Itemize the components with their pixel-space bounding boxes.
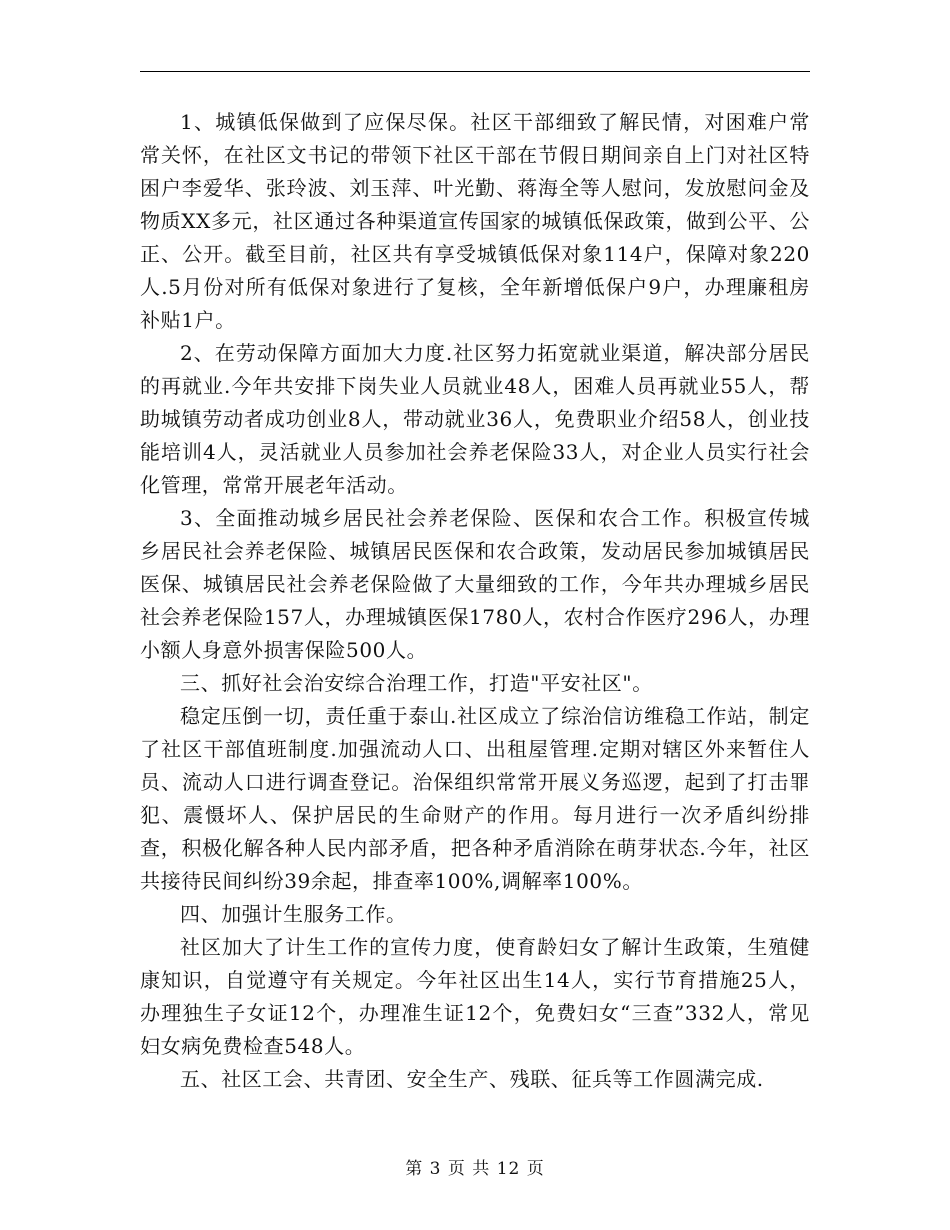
section-heading-other-work: 五、社区工会、共青团、安全生产、残联、征兵等工作圆满完成. bbox=[180, 1067, 764, 1091]
header-rule bbox=[140, 71, 810, 72]
paragraph-family-planning: 社区加大了计生工作的宣传力度，使育龄妇女了解计生政策，生殖健康知识，自觉遵守有关规定。今年社区出生14人，实行节育措施25人，办理独生子女证12个，办理准生证12个，免费妇女“三查”332人，常见妇女病免费检查548人。 bbox=[140, 935, 810, 1058]
paragraph-social-insurance: 3、全面推动城乡居民社会养老保险、医保和农合工作。积极宣传城乡居民社会养老保险、城镇居民医保和农合政策，发动居民参加城镇居民医保、城镇居民社会养老保险做了大量细致的工作，今年共办理城乡居民社会养老保险157人，办理城镇医保1780人，农村合作医疗296人，办理小额人身意外损害保险500人。 bbox=[140, 506, 810, 662]
document-body bbox=[140, 106, 810, 1096]
paragraph-public-security: 稳定压倒一切，责任重于泰山.社区成立了综治信访维稳工作站，制定了社区干部值班制度.加强流动人口、出租屋管理.定期对辖区外来暂住人员、流动人口进行调查登记。治保组织常常开展义务巡逻，起到了打击罪犯、震慑坏人、保护居民的生命财产的作用。每月进行一次矛盾纠纷排查，积极化解各种人民内部矛盾，把各种矛盾消除在萌芽状态.今年，社区共接待民间纠纷39余起，排查率100%,调解率100%。 bbox=[140, 704, 810, 893]
paragraph-low-income-security: 1、城镇低保做到了应保尽保。社区干部细致了解民情，对困难户常常关怀，在社区文书记的带领下社区干部在节假日期间亲自上门对社区特困户李爱华、张玲波、刘玉萍、叶光勤、蒋海全等人慰问，发放慰问金及物质XX多元，社区通过各种渠道宣传国家的城镇低保政策，做到公平、公正、公开。截至目前，社区共有享受城镇低保对象114户，保障对象220人.5月份对所有低保对象进行了复核，全年新增低保户9户，办理廉租房补贴1户。 bbox=[140, 110, 810, 332]
paragraph-labor-security: 2、在劳动保障方面加大力度.社区努力拓宽就业渠道，解决部分居民的再就业.今年共安排下岗失业人员就业48人，困难人员再就业55人，帮助城镇劳动者成功创业8人，带动就业36人，免费职业介绍58人，创业技能培训4人，灵活就业人员参加社会养老保险33人，对企业人员实行社会化管理，常常开展老年活动。 bbox=[140, 341, 810, 497]
page-number-footer: 第 3 页 共 12 页 bbox=[405, 1159, 545, 1179]
section-heading-public-security: 三、抓好社会治安综合治理工作，打造"平安社区"。 bbox=[180, 671, 653, 695]
section-heading-family-planning: 四、加强计生服务工作。 bbox=[180, 902, 407, 926]
